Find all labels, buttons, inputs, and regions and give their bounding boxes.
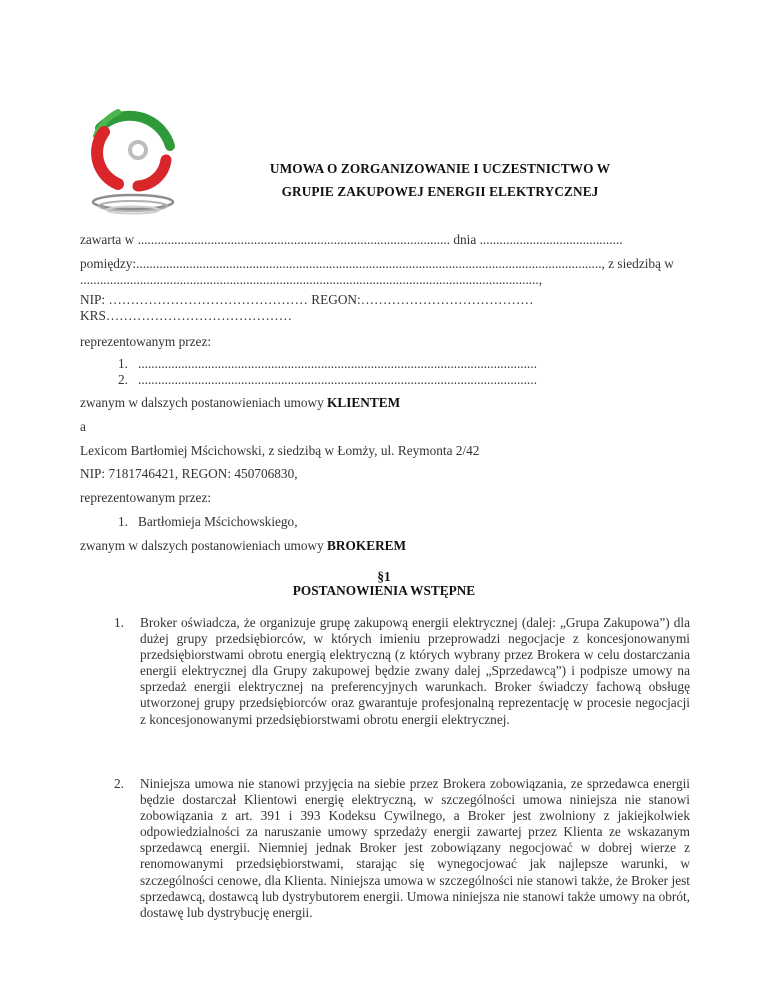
- title-line-2: GRUPIE ZAKUPOWEJ ENERGII ELEKTRYCZNEJ: [281, 184, 599, 199]
- client-designation: zwanym w dalszych postanowieniach umowy KLIENTEM: [80, 395, 401, 410]
- list-item: 2. ........................................................................................................................: [118, 372, 537, 387]
- company-logo: [78, 98, 188, 218]
- pomiedzy-line: pomiędzy:............................................................................................................................................, z siedzibą w ..........................................................................................................................................,: [80, 256, 674, 287]
- title-line-1: UMOWA O ZORGANIZOWANIE I UCZESTNICTWO W: [269, 161, 611, 176]
- broker-designation: zwanym w dalszych postanowieniach umowy BROKEREM: [80, 538, 407, 553]
- paragraph-2: 2. Niniejsza umowa nie stanowi przyjęcia na siebie przez Brokera zobowiązania, ze sprzedawca energii będzie dostarczał Klientowi energię elektryczną, w szczególności umowa niniejsza nie stanowi zobowiązania z art. 391 i 393 Kodeksu Cywilnego, a Broker jest zwolniony z jakiejkolwiek odpowiedzialności za naruszanie umowy sprzedaży energii zawartej przez Klienta ze wskazanym sprzedawcą energii. Niemniej jednak Broker jest zobowiązany negocjować w dobrej wierze z renomowanymi przedsiębiorstwami, starając się wynegocjować jak najlepsze warunki, w szczególności cenowe, dla Klienta. Niniejsza umowa w szczególności nie stanowi także, że Broker jest sprzedawcą, dostawcą lub dystrybutorem energii. Umowa niniejsza nie stanowi także umowy na obrót, dostawę lub dystrybucję energii.: [114, 776, 690, 920]
- section-number: §1: [377, 569, 391, 584]
- list-item: 1. ........................................................................................................................: [118, 356, 537, 371]
- represented-by-2: reprezentowanym przez:: [80, 490, 212, 505]
- represented-by-1: reprezentowanym przez:: [80, 334, 212, 349]
- nip-regon-krs-line: NIP: ……………………………………… REGON:………………………………… KRS……………………………………: [80, 292, 534, 323]
- broker-company: Lexicom Bartłomiej Mścichowski, z siedzibą w Łomży, ul. Reymonta 2/42: [80, 443, 480, 458]
- section-title: POSTANOWIENIA WSTĘPNE: [292, 583, 476, 598]
- conjunction-a: a: [80, 419, 86, 434]
- broker-nip-regon: NIP: 7181746421, REGON: 450706830,: [80, 466, 298, 481]
- broker-label: BROKEREM: [327, 538, 407, 553]
- list-item: 1. Bartłomieja Mścichowskiego,: [118, 514, 298, 529]
- paragraph-1: 1. Broker oświadcza, że organizuje grupę zakupową energii elektrycznej (dalej: „Grupa Zakupowa”) dla dużej grupy przedsiębiorców, w których imieniu przeprowadzi negocjacje z koncesjonowanymi przedsiębiorstwami obrotu energią elektryczną (z których wybrany przez Brokera w celu dostarczania energii elektrycznej dla Grupy zakupowej będzie zwany dalej „Sprzedawcą”) i podpisze umowy na sprzedaż energii elektrycznej na preferencyjnych warunkach. Broker świadczy fachową obsługę utworzonej grupy przedsiębiorców oraz gwarantuje profesjonalną reprezentację w procesie negocjacji z koncesjonowanymi przedsiębiorstwami obrotu energii elektrycznej.: [114, 615, 690, 727]
- zawarta-line: zawarta w .............................................................................................. dnia ...........................................: [80, 232, 623, 247]
- client-label: KLIENTEM: [327, 395, 401, 410]
